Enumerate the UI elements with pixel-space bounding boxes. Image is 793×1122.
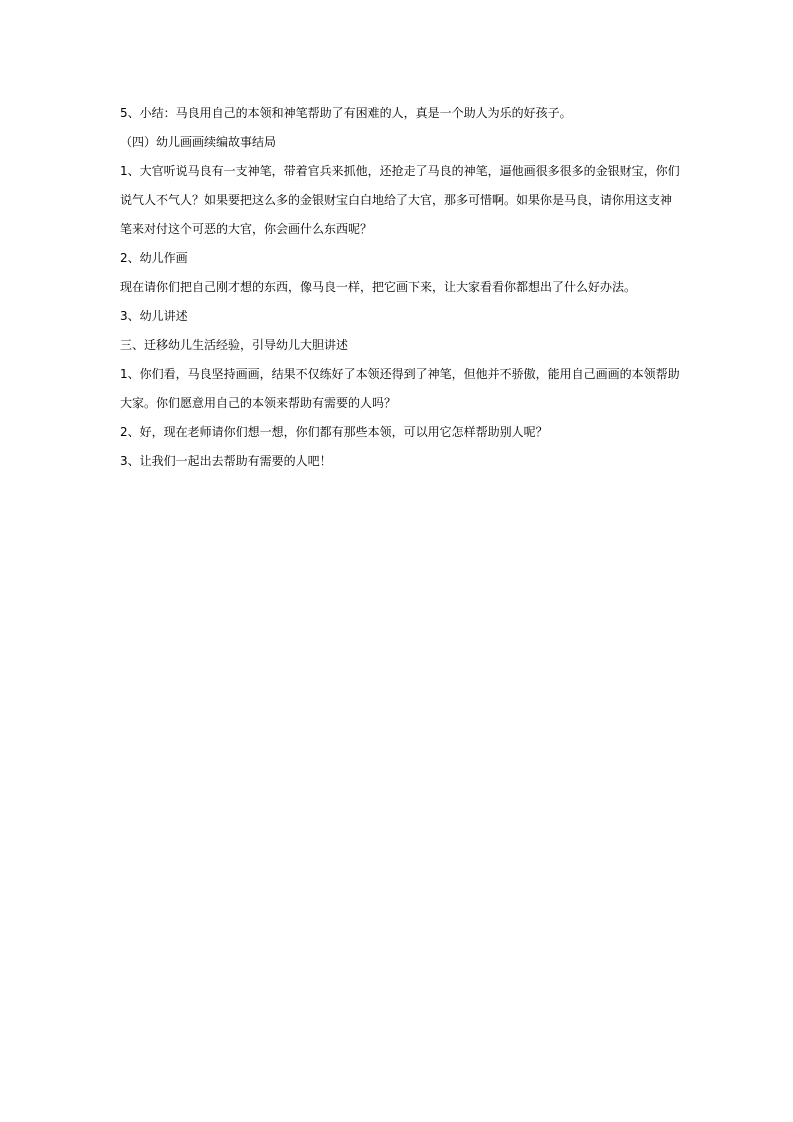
transfer-3: 3、让我们一起出去帮助有需要的人吧！ xyxy=(120,454,332,468)
transfer-1-line-1: 1、你们看，马良坚持画画，结果不仅练好了本领还得到了神笔，但他并不骄傲，能用自己画画的本领帮助 xyxy=(120,367,680,381)
summary-paragraph: 5、小结：马良用自己的本领和神笔帮助了有困难的人，真是一个助人为乐的好孩子。 xyxy=(120,106,572,120)
step-2-heading: 2、幼儿作画 xyxy=(120,251,188,265)
step-1-line-2: 说气人不气人？如果要把这么多的金银财宝白白地给了大官，那多可惜啊。如果你是马良，请你用这支神 xyxy=(120,193,673,207)
document-body xyxy=(120,99,680,476)
step-2-instruction: 现在请你们把自己刚才想的东西，像马良一样，把它画下来，让大家看看你都想出了什么好办法。 xyxy=(120,280,637,294)
transfer-2: 2、好，现在老师请你们想一想，你们都有那些本领，可以用它怎样帮助别人呢？ xyxy=(120,425,548,439)
section-heading-transfer: 三、迁移幼儿生活经验，引导幼儿大胆讲述 xyxy=(120,338,349,352)
step-1-line-1: 1、大官听说马良有一支神笔，带着官兵来抓他，还抢走了马良的神笔，逼他画很多很多的金银财宝，你们 xyxy=(120,164,680,178)
step-1-line-3: 笔来对付这个可恶的大官，你会画什么东西呢？ xyxy=(120,222,373,236)
step-3-heading: 3、幼儿讲述 xyxy=(120,309,188,323)
section-heading-drawing: （四）幼儿画画续编故事结局 xyxy=(120,135,277,149)
transfer-1-line-2: 大家。你们愿意用自己的本领来帮助有需要的人吗？ xyxy=(120,396,397,410)
